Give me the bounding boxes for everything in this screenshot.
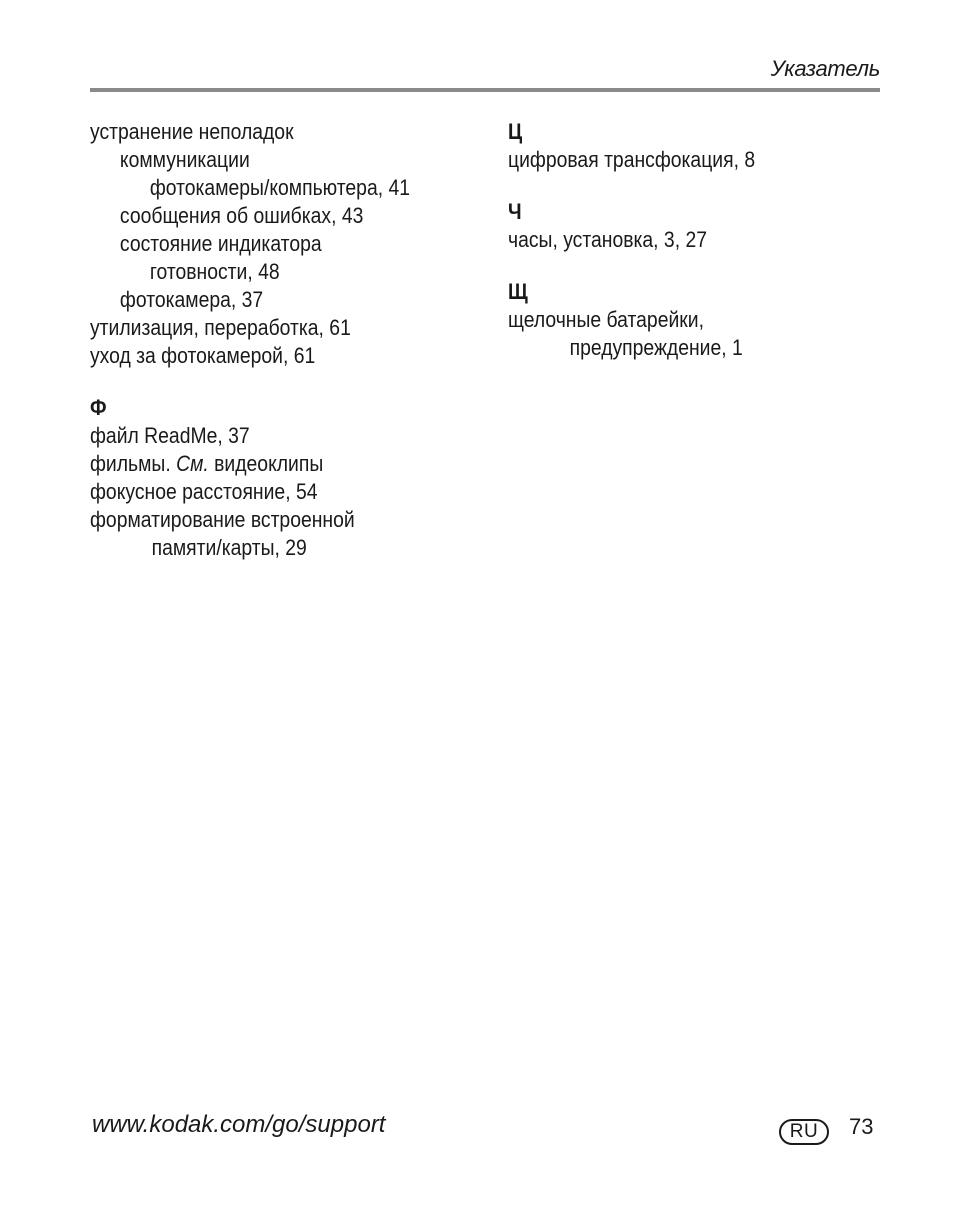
page-header-title: Указатель bbox=[770, 56, 880, 81]
index-letter-heading: Щ bbox=[508, 279, 528, 304]
index-entry-continuation: памяти/карты, 29 bbox=[151, 535, 307, 560]
index-entry: щелочные батарейки, bbox=[508, 307, 704, 332]
index-subsubentry: фотокамеры/компьютера, 41 bbox=[149, 175, 411, 200]
index-letter-heading: Ц bbox=[508, 119, 523, 144]
header-divider bbox=[90, 88, 880, 92]
index-subsubentry: готовности, 48 bbox=[149, 259, 280, 284]
index-entry: цифровая трансфокация, 8 bbox=[508, 147, 756, 172]
index-column-right bbox=[508, 118, 895, 362]
index-subentry: состояние индикатора bbox=[119, 231, 322, 256]
index-subentry: коммуникации bbox=[119, 147, 250, 172]
index-entry-see-reference bbox=[90, 450, 468, 478]
see-reference-target: видеоклипы bbox=[208, 451, 324, 476]
index-entry: уход за фотокамерой, 61 bbox=[90, 343, 316, 368]
index-entry: часы, установка, 3, 27 bbox=[508, 227, 707, 252]
index-letter-heading: Ч bbox=[508, 199, 522, 224]
index-column-left bbox=[90, 118, 468, 562]
support-url: www.kodak.com/go/support bbox=[92, 1111, 386, 1138]
page-number: 73 bbox=[849, 1114, 874, 1139]
see-reference-label: См. bbox=[176, 451, 209, 476]
index-entry: устранение неполадок bbox=[90, 119, 294, 144]
index-subentry: сообщения об ошибках, 43 bbox=[119, 203, 364, 228]
index-entry: фокусное расстояние, 54 bbox=[90, 479, 318, 504]
index-entry: файл ReadMe, 37 bbox=[90, 423, 250, 448]
index-entry: утилизация, переработка, 61 bbox=[90, 315, 351, 340]
index-subentry: фотокамера, 37 bbox=[119, 287, 264, 312]
language-badge: RU bbox=[779, 1119, 829, 1145]
index-entry: форматирование встроенной bbox=[90, 507, 355, 532]
entry-text: фильмы. bbox=[90, 451, 177, 476]
index-entry-continuation: предупреждение, 1 bbox=[569, 335, 743, 360]
index-letter-heading: Ф bbox=[90, 395, 107, 420]
